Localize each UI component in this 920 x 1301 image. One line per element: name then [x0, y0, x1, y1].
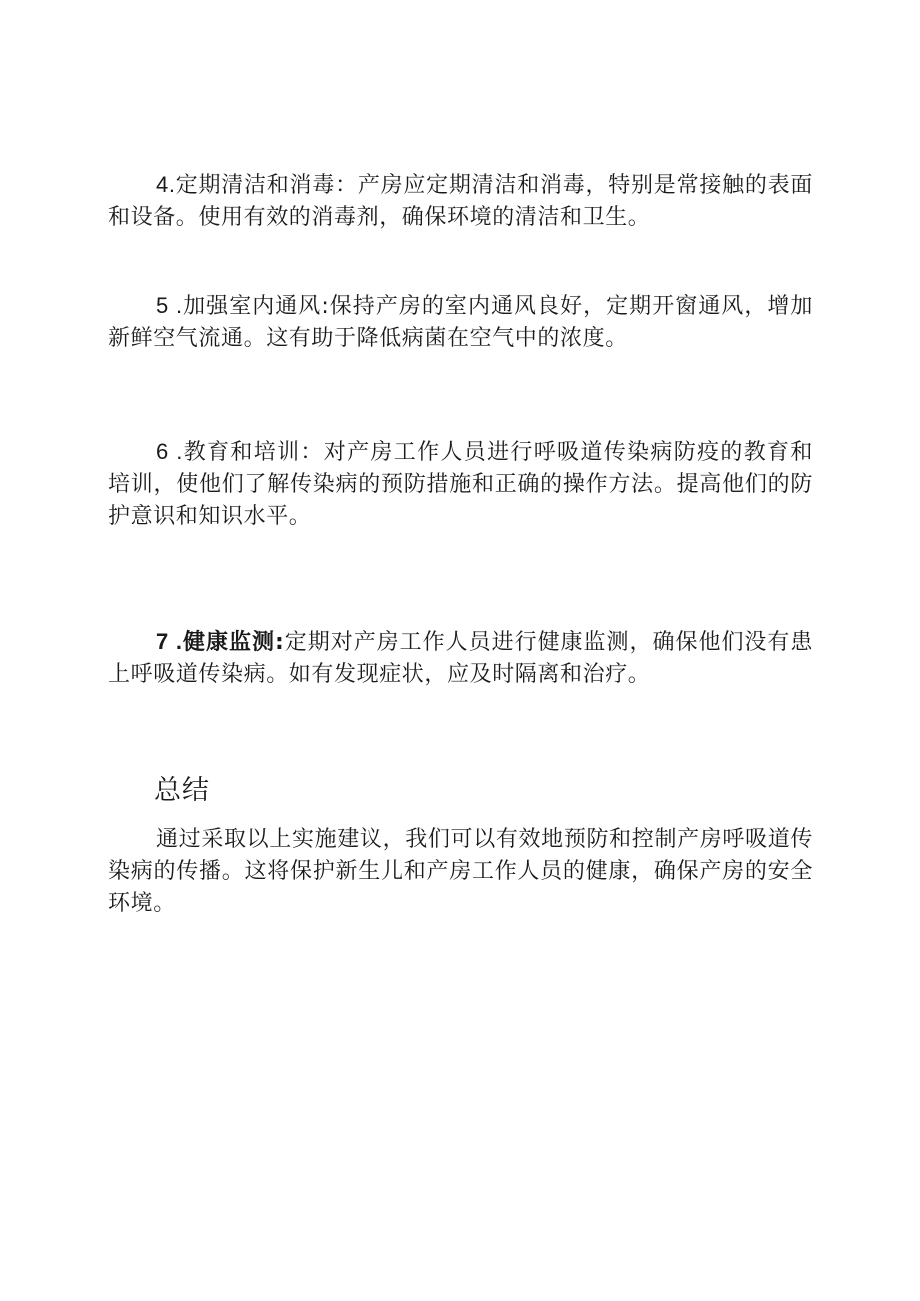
item-body: 对产房工作人员进行呼吸道传染病防疫的教育和培训，使他们了解传染病的预防措施和正确的操作方法。提高他们的防护意识和知识水平。	[108, 440, 813, 529]
item-number: 6 .	[156, 439, 183, 464]
item-number: 7 .	[156, 629, 183, 654]
list-item-7	[108, 626, 813, 691]
summary-heading: 总结	[154, 775, 210, 806]
item-title: 加强室内通风:	[182, 294, 330, 319]
item-body: 定期对产房工作人员进行健康监测，确保他们没有患上呼吸道传染病。如有发现症状，应及时隔离和治疗。	[108, 630, 813, 687]
item-title: 教育和培训：	[183, 440, 324, 465]
summary-paragraph: 通过采取以上实施建议，我们可以有效地预防和控制产房呼吸道传染病的传播。这将保护新生儿和产房工作人员的健康，确保产房的安全环境。	[108, 827, 813, 916]
item-body: 保持产房的室内通风良好，定期开窗通风，增加新鲜空气流通。这有助于降低病菌在空气中的浓度。	[108, 294, 813, 351]
item-title: 定期清洁和消毒：	[175, 173, 358, 198]
list-item-5	[108, 290, 813, 355]
item-title: 健康监测:	[182, 630, 285, 655]
item-number: 5 .	[156, 293, 183, 318]
list-item-6	[108, 436, 813, 533]
item-body: 产房应定期清洁和消毒，特别是常接触的表面和设备。使用有效的消毒剂，确保环境的清洁和卫生。	[108, 173, 813, 230]
item-number: 4.	[156, 172, 176, 197]
list-item-4	[108, 169, 813, 234]
